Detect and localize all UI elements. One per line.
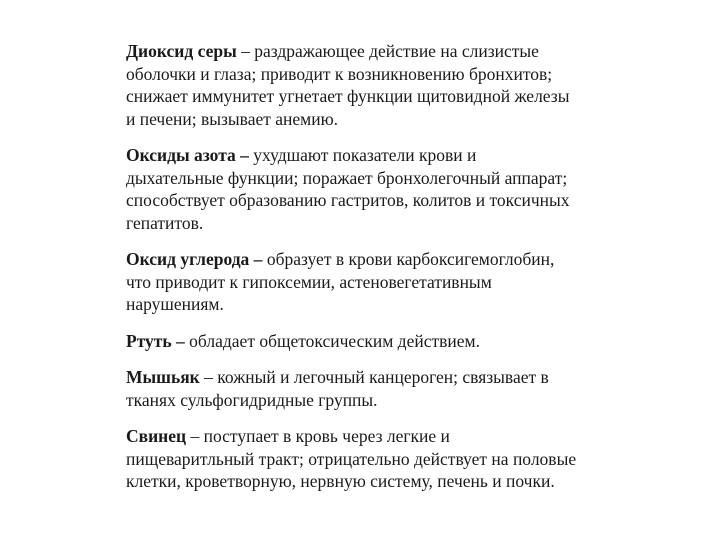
term-description: образует в крови карбоксигемоглобин, bbox=[262, 249, 555, 269]
text-line: что приводит к гипоксемии, астеновегетативным bbox=[126, 271, 492, 292]
text-line: пищеваритльный тракт; отрицательно действует на половые bbox=[126, 448, 577, 469]
paragraph-nitrogen-oxides bbox=[126, 144, 606, 234]
term-description: – кожный и легочный канцероген; связывает в bbox=[199, 367, 549, 387]
text-line: оболочки и глаза; приводит к возникновению бронхитов; bbox=[126, 63, 553, 84]
term-description: ухудшают показатели крови и bbox=[248, 145, 477, 165]
term-description: – поступает в кровь через легкие и bbox=[186, 426, 450, 446]
term-description: обладает общетоксическим действием. bbox=[184, 330, 480, 351]
paragraph-lead bbox=[126, 425, 606, 493]
paragraph-carbon-monoxide bbox=[126, 248, 606, 316]
term-heading: Свинец bbox=[126, 426, 187, 446]
text-line bbox=[126, 248, 606, 271]
text-line bbox=[126, 425, 606, 448]
text-line bbox=[126, 366, 606, 389]
text-line bbox=[126, 144, 606, 167]
term-heading: Ртуть – bbox=[126, 330, 185, 351]
text-line: дыхательные функции; поражает бронхолегочный аппарат; bbox=[126, 167, 568, 188]
text-line: тканях сульфогидридные группы. bbox=[126, 389, 378, 410]
slide-text-body bbox=[126, 40, 606, 507]
text-line: нарушениям. bbox=[126, 294, 224, 314]
text-line: гепатитов. bbox=[126, 212, 204, 233]
text-line bbox=[126, 330, 606, 353]
text-line bbox=[126, 40, 606, 63]
paragraph-sulfur-dioxide bbox=[126, 40, 606, 130]
text-line: способствует образованию гастритов, колитов и токсичных bbox=[126, 190, 570, 210]
term-heading: Оксиды азота – bbox=[126, 145, 249, 165]
text-line: и печени; вызывает анемию. bbox=[126, 108, 339, 129]
text-line: снижает иммунитет угнетает функции щитовидной железы bbox=[126, 86, 570, 106]
text-line: клетки, кроветворную, нервную систему, печень и почки. bbox=[126, 471, 555, 491]
term-heading: Мышьяк bbox=[126, 367, 200, 387]
term-heading: Диоксид серы bbox=[126, 41, 237, 61]
paragraph-mercury bbox=[126, 330, 606, 353]
term-heading: Оксид углерода – bbox=[126, 249, 263, 269]
paragraph-arsenic bbox=[126, 366, 606, 411]
term-description: – раздражающее действие на слизистые bbox=[236, 41, 539, 61]
